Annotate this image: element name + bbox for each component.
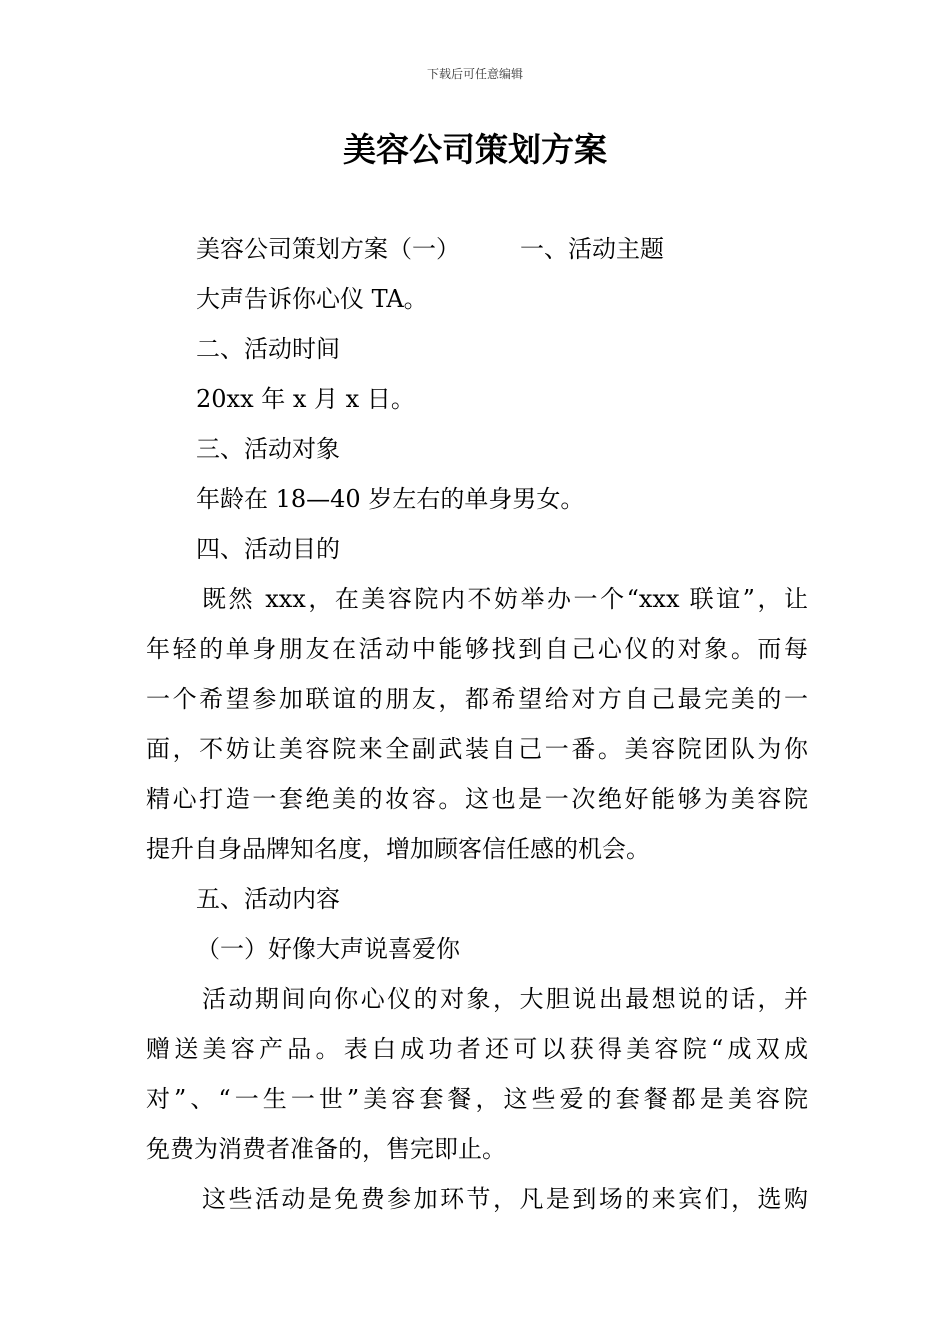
body-line: 大声告诉你心仪 TA。 (196, 285, 428, 313)
section-heading: 二、活动时间 (196, 335, 340, 363)
paragraph-line: 这些活动是免费参加环节，凡是到场的来宾们，选购 (202, 1185, 808, 1213)
section-heading: 五、活动内容 (196, 885, 340, 913)
paragraph-line: 年轻的单身朋友在活动中能够找到自己心仪的对象。而每 (146, 635, 808, 663)
paragraph-line: 一个希望参加联谊的朋友，都希望给对方自己最完美的一 (146, 685, 808, 713)
heading-line (146, 224, 808, 274)
paragraph-line: 既然 xxx，在美容院内不妨举办一个“xxx 联谊”，让 (202, 585, 808, 613)
paragraph-line: 面，不妨让美容院来全副武装自己一番。美容院团队为你 (146, 735, 808, 763)
paragraph-line: 提升自身品牌知名度，增加顾客信任感的机会。 (146, 835, 650, 863)
paragraph-line: 赠送美容产品。表白成功者还可以获得美容院“成双成 (146, 1035, 808, 1063)
section-heading: 一、活动主题 (520, 235, 664, 263)
document-title: 美容公司策划方案 (343, 130, 607, 169)
body-line: 20xx 年 x 月 x 日。 (196, 385, 415, 413)
subsection-heading: （一）好像大声说喜爱你 (196, 935, 460, 963)
document-body (146, 224, 808, 1224)
header-note: 下载后可任意编辑 (426, 67, 523, 81)
plan-subtitle: 美容公司策划方案（一） (196, 235, 460, 263)
section-heading: 三、活动对象 (196, 435, 340, 463)
paragraph-line: 对”、“一生一世”美容套餐，这些爱的套餐都是美容院 (146, 1085, 808, 1113)
paragraph-line: 活动期间向你心仪的对象，大胆说出最想说的话，并 (202, 985, 808, 1013)
paragraph-line: 精心打造一套绝美的妆容。这也是一次绝好能够为美容院 (146, 785, 808, 813)
section-heading: 四、活动目的 (196, 535, 340, 563)
body-line: 年龄在 18—40 岁左右的单身男女。 (196, 485, 585, 513)
paragraph-line: 免费为消费者准备的，售完即止。 (146, 1135, 506, 1163)
